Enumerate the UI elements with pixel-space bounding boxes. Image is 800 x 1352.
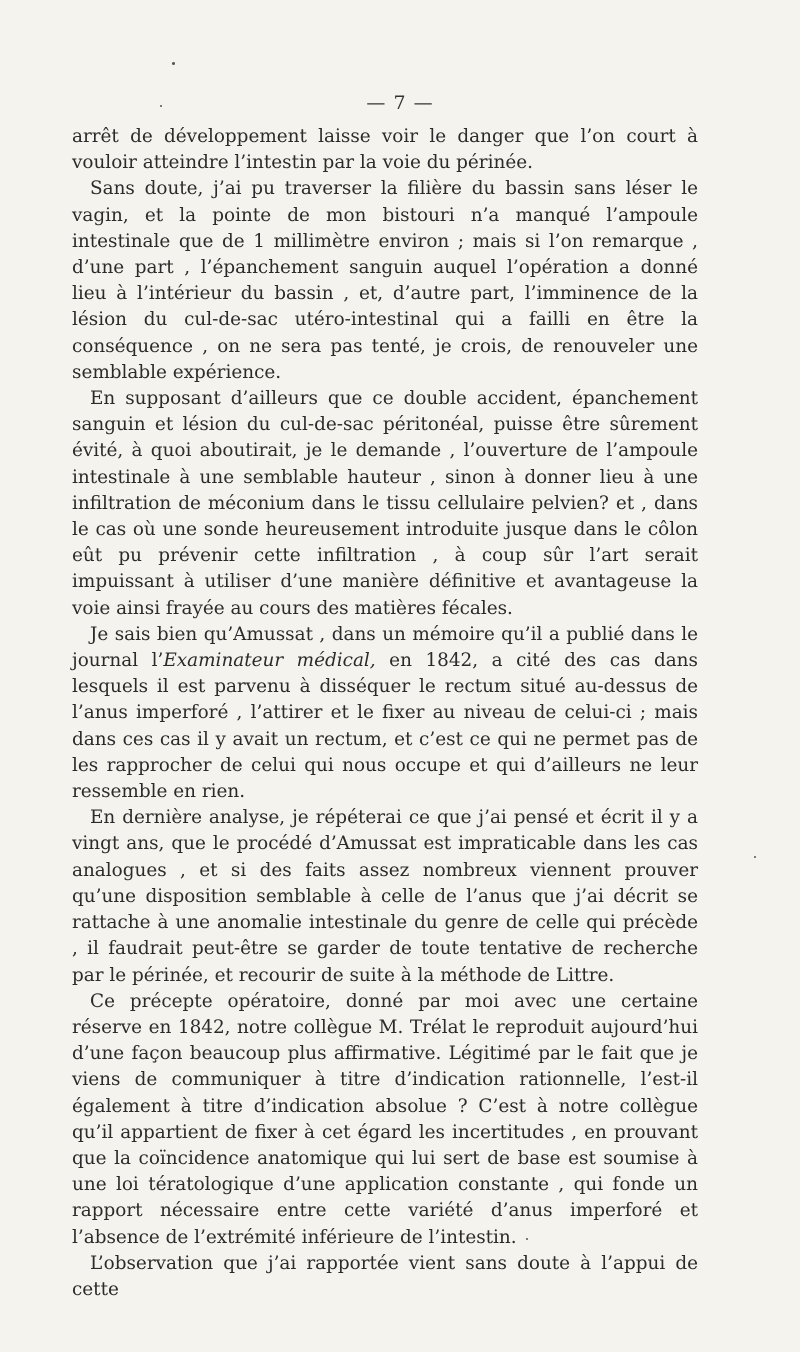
paragraph-text: arrêt de développement laisse voir le danger que l’on court à vouloir atteindre l’intestin par la voie du périnée. (72, 126, 698, 174)
ink-speck (160, 105, 162, 107)
ink-speck (754, 856, 756, 858)
paragraph-p4 (72, 622, 698, 805)
paragraph-text: en 1842, a cité des cas dans lesquels il est parvenu à disséquer le rectum situé au-dessus de l’anus imperforé , l’attirer et le fixer au niveau de celui-ci ; mais dans ces cas il y avait un rectum, et c’est ce qui ne permet pas de les rapprocher de celui qui nous occupe et qui d’ailleurs ne leur ressemble en rien. (72, 650, 698, 803)
paragraph-text: L’observation que j’ai rapportée vient sans doute à l’appui de cette (72, 1252, 698, 1300)
paragraph-p5 (72, 805, 698, 988)
ink-speck (172, 62, 175, 65)
paragraph-p6 (72, 989, 698, 1251)
italic-text: Examinateur médical, (163, 650, 376, 672)
ink-speck (526, 1238, 528, 1240)
paragraph-text: Je sais bien qu’Amussat , dans un mémoire qu’il a publié dans le journal l’ (72, 623, 698, 672)
page-number: — 7 — (366, 92, 434, 114)
paragraph-p7 (72, 1251, 698, 1303)
paragraph-text: En dernière analyse, je répéterai ce que j’ai pensé et écrit il y a vingt ans, que le procédé d’Amussat est impraticable dans les cas analogues , et si des faits assez nombreux viennent prouver qu’une disposition semblable à celle de l’anus que j’ai décrit se rattache à une anomalie intestinale du genre de celle qui précède , il faudrait peut-être se garder de toute tentative de recherche par le périnée, et recourir de suite à la méthode de Littre. (72, 807, 698, 986)
body-text (72, 124, 698, 1303)
paragraph-p3 (72, 386, 698, 622)
paragraph-text: En supposant d’ailleurs que ce double accident, épanchement sanguin et lésion du cul-de-sac péritonéal, puisse être sûrement évité, à quoi aboutirait, je le demande , l’ouverture de l’ampoule intestinale à une semblable hauteur , sinon à donner lieu à une infiltration de méconium dans le tissu cellulaire pelvien? et , dans le cas où une sonde heureusement introduite jusque dans le côlon eût pu prévenir cette infiltration , à coup sûr l’art serait impuissant à utiliser d’une manière définitive et avantageuse la voie ainsi frayée au cours des matières fécales. (72, 388, 698, 619)
paragraph-p1 (72, 124, 698, 176)
paragraph-text: Sans doute, j’ai pu traverser la filière du bassin sans léser le vagin, et la pointe de mon bistouri n’a manqué l’ampoule intestinale que de 1 millimètre environ ; mais si l’on remarque , d’une part , l’épanchement sanguin auquel l’opération a donné lieu à l’intérieur du bassin , et, d’autre part, l’imminence de la lésion du cul-de-sac utéro-intestinal qui a failli en être la conséquence , on ne sera pas tenté, je crois, de renouveler une semblable expérience. (72, 178, 698, 383)
paragraph-p2 (72, 176, 698, 386)
paragraph-text: Ce précepte opératoire, donné par moi avec une certaine réserve en 1842, notre collègue M. Trélat le reproduit aujourd’hui d’une façon beaucoup plus affirmative. Légitimé par le fait que je viens de communiquer à titre d’indication rationnelle, l’est-il également à titre d’indication absolue ? C’est à notre collègue qu’il appartient de fixer à cet égard les incertitudes , en prouvant que la coïncidence anatomique qui lui sert de base est soumise à une loi tératologique d’une application constante , qui fonde un rapport nécessaire entre cette variété d’anus imperforé et l’absence de l’extrémité inférieure de l’intestin. (72, 990, 698, 1248)
